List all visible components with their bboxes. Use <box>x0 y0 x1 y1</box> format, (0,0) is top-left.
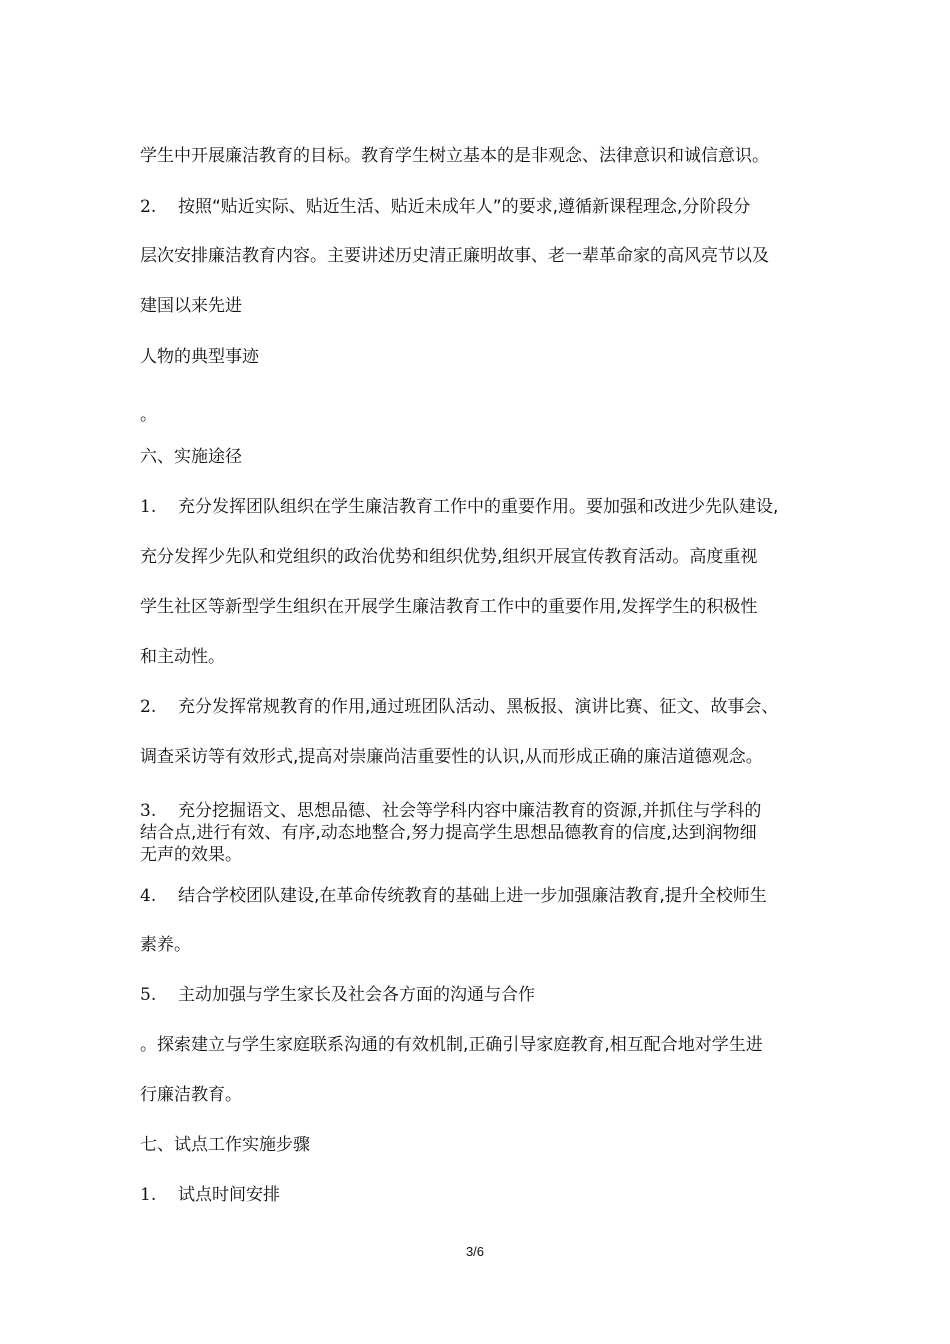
paragraph-line: 行廉洁教育。 <box>140 1085 242 1105</box>
list-item-3 <box>140 800 761 822</box>
paragraph-line: 按照“贴近实际、贴近生活、贴近未成年人”的要求,遵循新课程理念,分阶段分 <box>178 197 751 217</box>
paragraph-line: 建国以来先进 <box>140 296 242 316</box>
item-number: 5. <box>140 985 157 1005</box>
list-item-1 <box>140 1184 280 1206</box>
section-heading: 七、试点工作实施步骤 <box>140 1135 310 1155</box>
list-item-2 <box>140 696 778 718</box>
paragraph-line: 人物的典型事迹 <box>140 347 259 367</box>
paragraph-line: 。 <box>140 405 157 425</box>
paragraph-line: 主动加强与学生家长及社会各方面的沟通与合作 <box>178 985 535 1005</box>
item-number: 3. <box>140 801 157 821</box>
paragraph-line: 充分发挥团队组织在学生廉洁教育工作中的重要作用。要加强和改进少先队建设, <box>178 497 779 517</box>
paragraph-line: 充分发挥常规教育的作用,通过班团队活动、黑板报、演讲比赛、征文、故事会、 <box>178 697 779 717</box>
paragraph-line: 试点时间安排 <box>178 1185 280 1205</box>
paragraph-line: 学生中开展廉洁教育的目标。教育学生树立基本的是非观念、法律意识和诚信意识。 <box>140 146 769 166</box>
item-number: 1. <box>140 1185 157 1205</box>
paragraph-line: 充分发挥少先队和党组织的政治优势和组织优势,组织开展宣传教育活动。高度重视 <box>140 547 758 567</box>
list-item-4 <box>140 885 767 907</box>
paragraph-line: 层次安排廉洁教育内容。主要讲述历史清正廉明故事、老一辈革命家的高风亮节以及 <box>140 246 769 266</box>
item-number: 4. <box>140 886 157 906</box>
paragraph-line: 素养。 <box>140 935 191 955</box>
paragraph-line: 结合学校团队建设,在革命传统教育的基础上进一步加强廉洁教育,提升全校师生 <box>178 886 767 906</box>
paragraph-line: 和主动性。 <box>140 647 225 667</box>
item-number: 1. <box>140 497 157 517</box>
item-number: 2. <box>140 697 157 717</box>
paragraph-line: 无声的效果。 <box>140 845 242 865</box>
paragraph-line: 。探索建立与学生家庭联系沟通的有效机制,正确引导家庭教育,相互配合地对学生进 <box>140 1035 763 1055</box>
item-number: 2. <box>140 197 157 217</box>
paragraph-line: 学生社区等新型学生组织在开展学生廉洁教育工作中的重要作用,发挥学生的积极性 <box>140 597 758 617</box>
list-item-5 <box>140 984 535 1006</box>
page-number: 3/6 <box>465 1244 485 1259</box>
list-item-2 <box>140 196 750 218</box>
paragraph-line: 充分挖掘语文、思想品德、社会等学科内容中廉洁教育的资源,并抓住与学科的 <box>178 801 762 821</box>
paragraph-line: 调查采访等有效形式,提高对崇廉尚洁重要性的认识,从而形成正确的廉洁道德观念。 <box>140 747 763 767</box>
paragraph-line: 结合点,进行有效、有序,动态地整合,努力提高学生思想品德教育的信度,达到润物细 <box>140 823 757 843</box>
list-item-1 <box>140 496 778 518</box>
section-heading: 六、实施途径 <box>140 447 242 467</box>
